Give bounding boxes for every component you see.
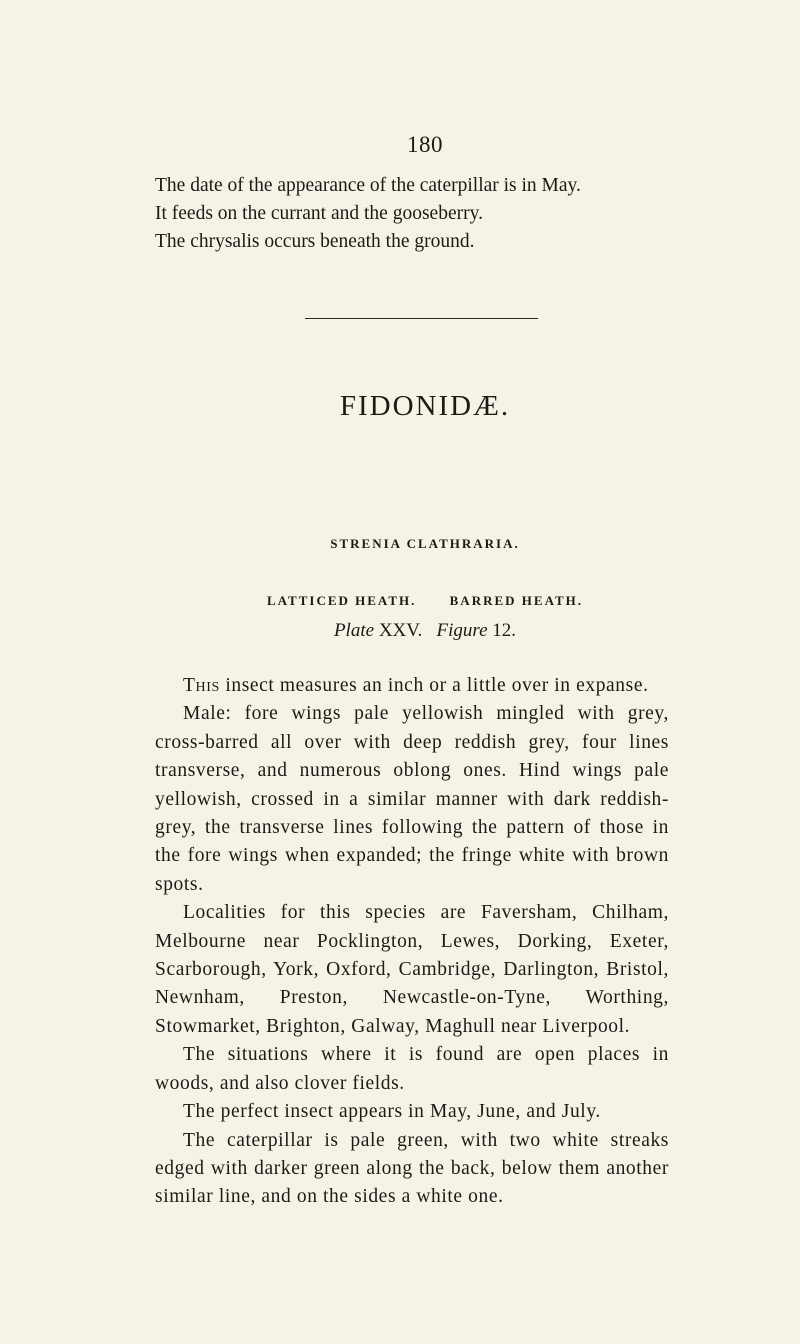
body-paragraph: The caterpillar is pale green, with two white streaks edged with darker green along the back, below them another similar line, and on the sides a white one. (155, 1129, 669, 1208)
figure-label: Figure (436, 620, 488, 641)
page-number: 180 (407, 132, 443, 157)
common-name: BARRED HEATH. (449, 593, 584, 608)
figure-number: 12. (492, 620, 517, 641)
intro-paragraph: It feeds on the currant and the gooseberry. (155, 203, 483, 224)
plate-label: Plate (333, 620, 375, 641)
body-paragraph: Localities for this species are Faversham, Chilham, Melbourne near Pocklington, Lewes, Dorking, Exeter, Scarborough, York, Oxford, Cambridge, Darlington, Bristol, Newnham, Preston, Newcastle-on-Tyne, Worthing, Stowmarket, Brighton, Galway, Maghull near Liverpool. (155, 902, 669, 1037)
drop-word: This (183, 675, 220, 696)
family-heading: FIDONIDÆ. (339, 390, 511, 422)
body-paragraph-rest: insect measures an inch or a little over in expanse. (219, 675, 649, 696)
body-paragraph (155, 672, 669, 700)
intro-paragraph: The chrysalis occurs beneath the ground. (155, 231, 475, 252)
plate-reference (0, 620, 800, 642)
plate-number: XXV. (378, 620, 423, 641)
body-paragraph: The situations where it is found are open places in woods, and also clover fields. (155, 1044, 669, 1094)
intro-text (155, 172, 667, 256)
species-heading: STRENIA CLATHRARIA. (330, 536, 520, 551)
common-names (0, 593, 800, 609)
body-paragraph: The perfect insect appears in May, June, and July. (183, 1101, 601, 1123)
section-divider (305, 318, 538, 319)
species-description (155, 672, 669, 1212)
common-name: LATTICED HEATH. (266, 593, 417, 608)
intro-paragraph: The date of the appearance of the caterpillar is in May. (155, 175, 581, 196)
body-paragraph: Male: fore wings pale yellowish mingled with grey, cross-barred all over with deep reddish grey, four lines transverse, and numerous oblong ones. Hind wings pale yellowish, crossed in a similar manner with dark reddish-grey, the transverse lines following the pattern of those in the fore wings when expanded; the fringe white with brown spots. (155, 703, 669, 895)
